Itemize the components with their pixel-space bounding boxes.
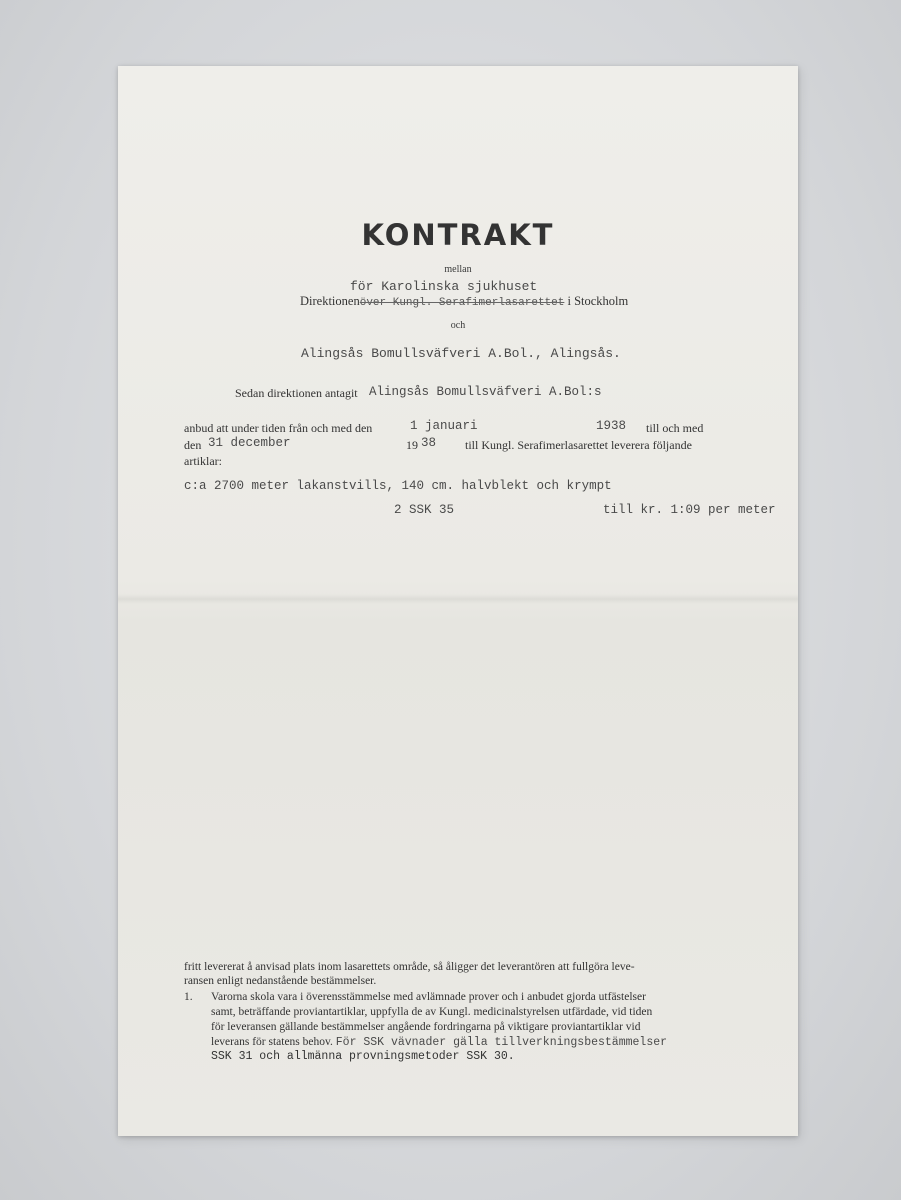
year-to-suffix: 38 — [421, 436, 437, 450]
anbud-label: anbud att under tiden från och med den — [184, 421, 373, 435]
clause-line-2: samt, beträffande proviantartiklar, uppfylla de av Kungl. medicinalstyrelsen utfärdade, vid tiden — [211, 1006, 653, 1018]
year-from: 1938 — [596, 419, 627, 433]
sedan-label: Sedan direktionen antagit — [235, 386, 358, 400]
artiklar-label: artiklar: — [184, 454, 222, 468]
clause-line-4 — [211, 1036, 667, 1050]
clause-line-4-typed: För SSK vävnader gälla tillverkningsbestämmelser — [335, 1036, 668, 1049]
party1-prefix: Direktionen — [300, 294, 360, 308]
article-price: till kr. 1:09 per meter — [603, 503, 776, 517]
typed-insert: för Karolinska sjukhuset — [350, 279, 538, 294]
date-to: 31 december — [208, 436, 291, 450]
article-code: 2 SSK 35 — [394, 503, 455, 517]
mellan-label: mellan — [444, 264, 472, 275]
date-from: 1 januari — [410, 419, 478, 433]
article-line: c:a 2700 meter lakanstvills, 140 cm. halvblekt och krympt — [184, 479, 612, 493]
den-label: den — [184, 438, 202, 452]
party1-suffix: i Stockholm — [567, 294, 629, 308]
till-och-med-label: till och med — [646, 421, 704, 435]
party2-typed: Alingsås Bomullsväfveri A.Bol., Alingsås. — [301, 346, 621, 361]
page-fold — [118, 594, 798, 604]
party1-struck: över Kungl. Serafimerlasarettet — [359, 297, 565, 309]
contract-page — [118, 66, 798, 1136]
clause-line-5-typed: SSK 31 och allmänna provningsmetoder SSK 30. — [211, 1050, 515, 1063]
sedan-value: Alingsås Bomullsväfveri A.Bol:s — [369, 385, 602, 399]
year-to-prefix: 19 — [406, 438, 418, 452]
fritt-line-1: fritt levererat å anvisad plats inom lasarettets område, så åligger det leverantören att fullgöra leve- — [184, 961, 635, 973]
och-label: och — [450, 320, 466, 331]
clause-line-1: Varorna skola vara i överensstämmelse med avlämnade prover och i anbudet gjorda utfästelser — [211, 991, 646, 1003]
clause-number: 1. — [184, 991, 193, 1003]
clause-line-4-print: leverans för statens behov. — [211, 1036, 333, 1048]
document-title: KONTRAKT — [361, 218, 555, 252]
clause-line-3: för leveransen gällande bestämmelser angående fordringarna på viktigare proviantartiklar vid — [211, 1021, 641, 1033]
fritt-line-2: ransen enligt nedanstående bestämmelser. — [184, 975, 377, 987]
party1-line — [300, 294, 628, 309]
leverera-label: till Kungl. Serafimerlasarettet leverera följande — [465, 438, 692, 452]
